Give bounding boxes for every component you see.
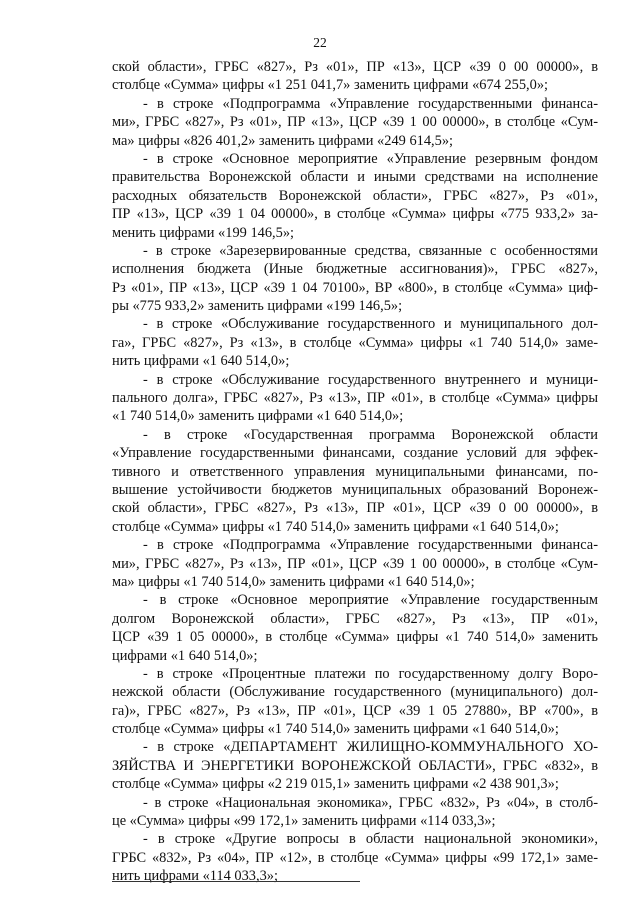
text-line: «1 740 514,0» заменить цифрами «1 640 514,0»; xyxy=(112,408,404,425)
text-line: нежской области (Обслуживание государственного (муниципального) дол- xyxy=(112,684,598,701)
text-line: - в строке «Государственная программа Воронежской области xyxy=(143,426,598,443)
text-line: менить цифрами «199 146,5»; xyxy=(112,224,295,241)
text-line: ма» цифры «1 740 514,0» заменить цифрами «1 640 514,0»; xyxy=(112,573,475,590)
text-line: столбце «Сумма» цифры «1 740 514,0» заменить цифрами «1 640 514,0»; xyxy=(112,518,559,535)
text-line: ской области», ГРБС «827», Рз «13», ПР «01», ЦСР «39 0 00 00000», в xyxy=(112,500,598,517)
text-line: - в строке «Основное мероприятие «Управление государственным xyxy=(143,592,598,609)
text-line: це «Сумма» цифры «99 172,1» заменить цифрами «114 033,3»; xyxy=(112,813,496,830)
text-line: ЦСР «39 1 05 00000», в столбце «Сумма» цифры «1 740 514,0» заменить xyxy=(112,629,598,646)
text-line: нить цифрами «114 033,3»; xyxy=(112,868,278,885)
text-line: га», ГРБС «827», Рз «13», в столбце «Сумма» цифры «1 740 514,0» заме- xyxy=(112,334,598,351)
document-body xyxy=(112,58,598,886)
text-line: - в строке «Подпрограмма «Управление государственными финанса- xyxy=(143,95,598,112)
text-line: - в строке «Подпрограмма «Управление государственными финанса- xyxy=(143,537,598,554)
text-line: пального долга», ГРБС «827», Рз «13», ПР «01», в столбце «Сумма» цифры xyxy=(112,390,598,407)
text-line: - в строке «Обслуживание государственного внутреннего и муници- xyxy=(143,371,598,388)
text-line: тивного и ответственного управления муниципальными финансами, по- xyxy=(112,463,598,480)
text-line: ма» цифры «826 401,2» заменить цифрами «249 614,5»; xyxy=(112,132,454,149)
text-line: Рз «01», ПР «13», ЦСР «39 1 04 70100», ВР «800», в столбце «Сумма» циф- xyxy=(112,279,598,296)
text-line: - в строке «ДЕПАРТАМЕНТ ЖИЛИЩНО-КОММУНАЛЬНОГО ХО- xyxy=(143,739,598,756)
text-line: - в строке «Зарезервированные средства, связанные с особенностями xyxy=(143,242,598,259)
text-line: цифрами «1 640 514,0»; xyxy=(112,647,258,664)
text-line: - в строке «Основное мероприятие «Управление резервным фондом xyxy=(143,150,598,167)
text-line: столбце «Сумма» цифры «1 740 514,0» заменить цифрами «1 640 514,0»; xyxy=(112,721,559,738)
text-line: ры «775 933,2» заменить цифрами «199 146,5»; xyxy=(112,298,403,315)
text-line: - в строке «Другие вопросы в области национальной экономики», xyxy=(143,831,598,848)
text-line: расходных обязательств Воронежской области», ГРБС «827», Рз «01», xyxy=(112,187,598,204)
text-line: вышение устойчивости бюджетов муниципальных образований Воронеж- xyxy=(112,481,598,498)
text-line: «Управление государственными финансами, создание условий для эффек- xyxy=(112,445,598,462)
text-line: га)», ГРБС «827», Рз «13», ПР «01», ЦСР «39 1 05 27880», ВР «700», в xyxy=(112,702,598,719)
text-line: нить цифрами «1 640 514,0»; xyxy=(112,353,290,370)
text-line: - в строке «Национальная экономика», ГРБС «832», Рз «04», в столб- xyxy=(143,794,598,811)
page-number: 22 xyxy=(313,35,327,50)
footer-divider xyxy=(112,881,360,882)
text-line: столбце «Сумма» цифры «2 219 015,1» заменить цифрами «2 438 901,3»; xyxy=(112,776,559,793)
text-line: ЗЯЙСТВА И ЭНЕРГЕТИКИ ВОРОНЕЖСКОЙ ОБЛАСТИ», ГРБС «832», в xyxy=(112,757,598,774)
text-line: ской области», ГРБС «827», Рз «01», ПР «13», ЦСР «39 0 00 00000», в xyxy=(112,59,598,75)
text-line: - в строке «Процентные платежи по государственному долгу Воро- xyxy=(143,665,598,682)
text-line: исполнения бюджета (Иные бюджетные ассигнования)», ГРБС «827», xyxy=(112,261,598,278)
text-line: долгом Воронежской области», ГРБС «827», Рз «13», ПР «01», xyxy=(112,610,598,627)
text-line: ГРБС «832», Рз «04», ПР «12», в столбце «Сумма» цифры «99 172,1» заме- xyxy=(112,849,598,866)
text-line: - в строке «Обслуживание государственного и муниципального дол- xyxy=(143,316,598,333)
text-line: ПР «13», ЦСР «39 1 04 00000», в столбце «Сумма» цифры «775 933,2» за- xyxy=(112,206,598,223)
text-line: правительства Воронежской области и иными средствами на исполнение xyxy=(112,169,598,186)
text-line: столбце «Сумма» цифры «1 251 041,7» заменить цифрами «674 255,0»; xyxy=(112,77,549,94)
text-line: ми», ГРБС «827», Рз «01», ПР «13», ЦСР «39 1 00 00000», в столбце «Сум- xyxy=(112,114,598,131)
text-line: ми», ГРБС «827», Рз «13», ПР «01», ЦСР «39 1 00 00000», в столбце «Сум- xyxy=(112,555,598,572)
